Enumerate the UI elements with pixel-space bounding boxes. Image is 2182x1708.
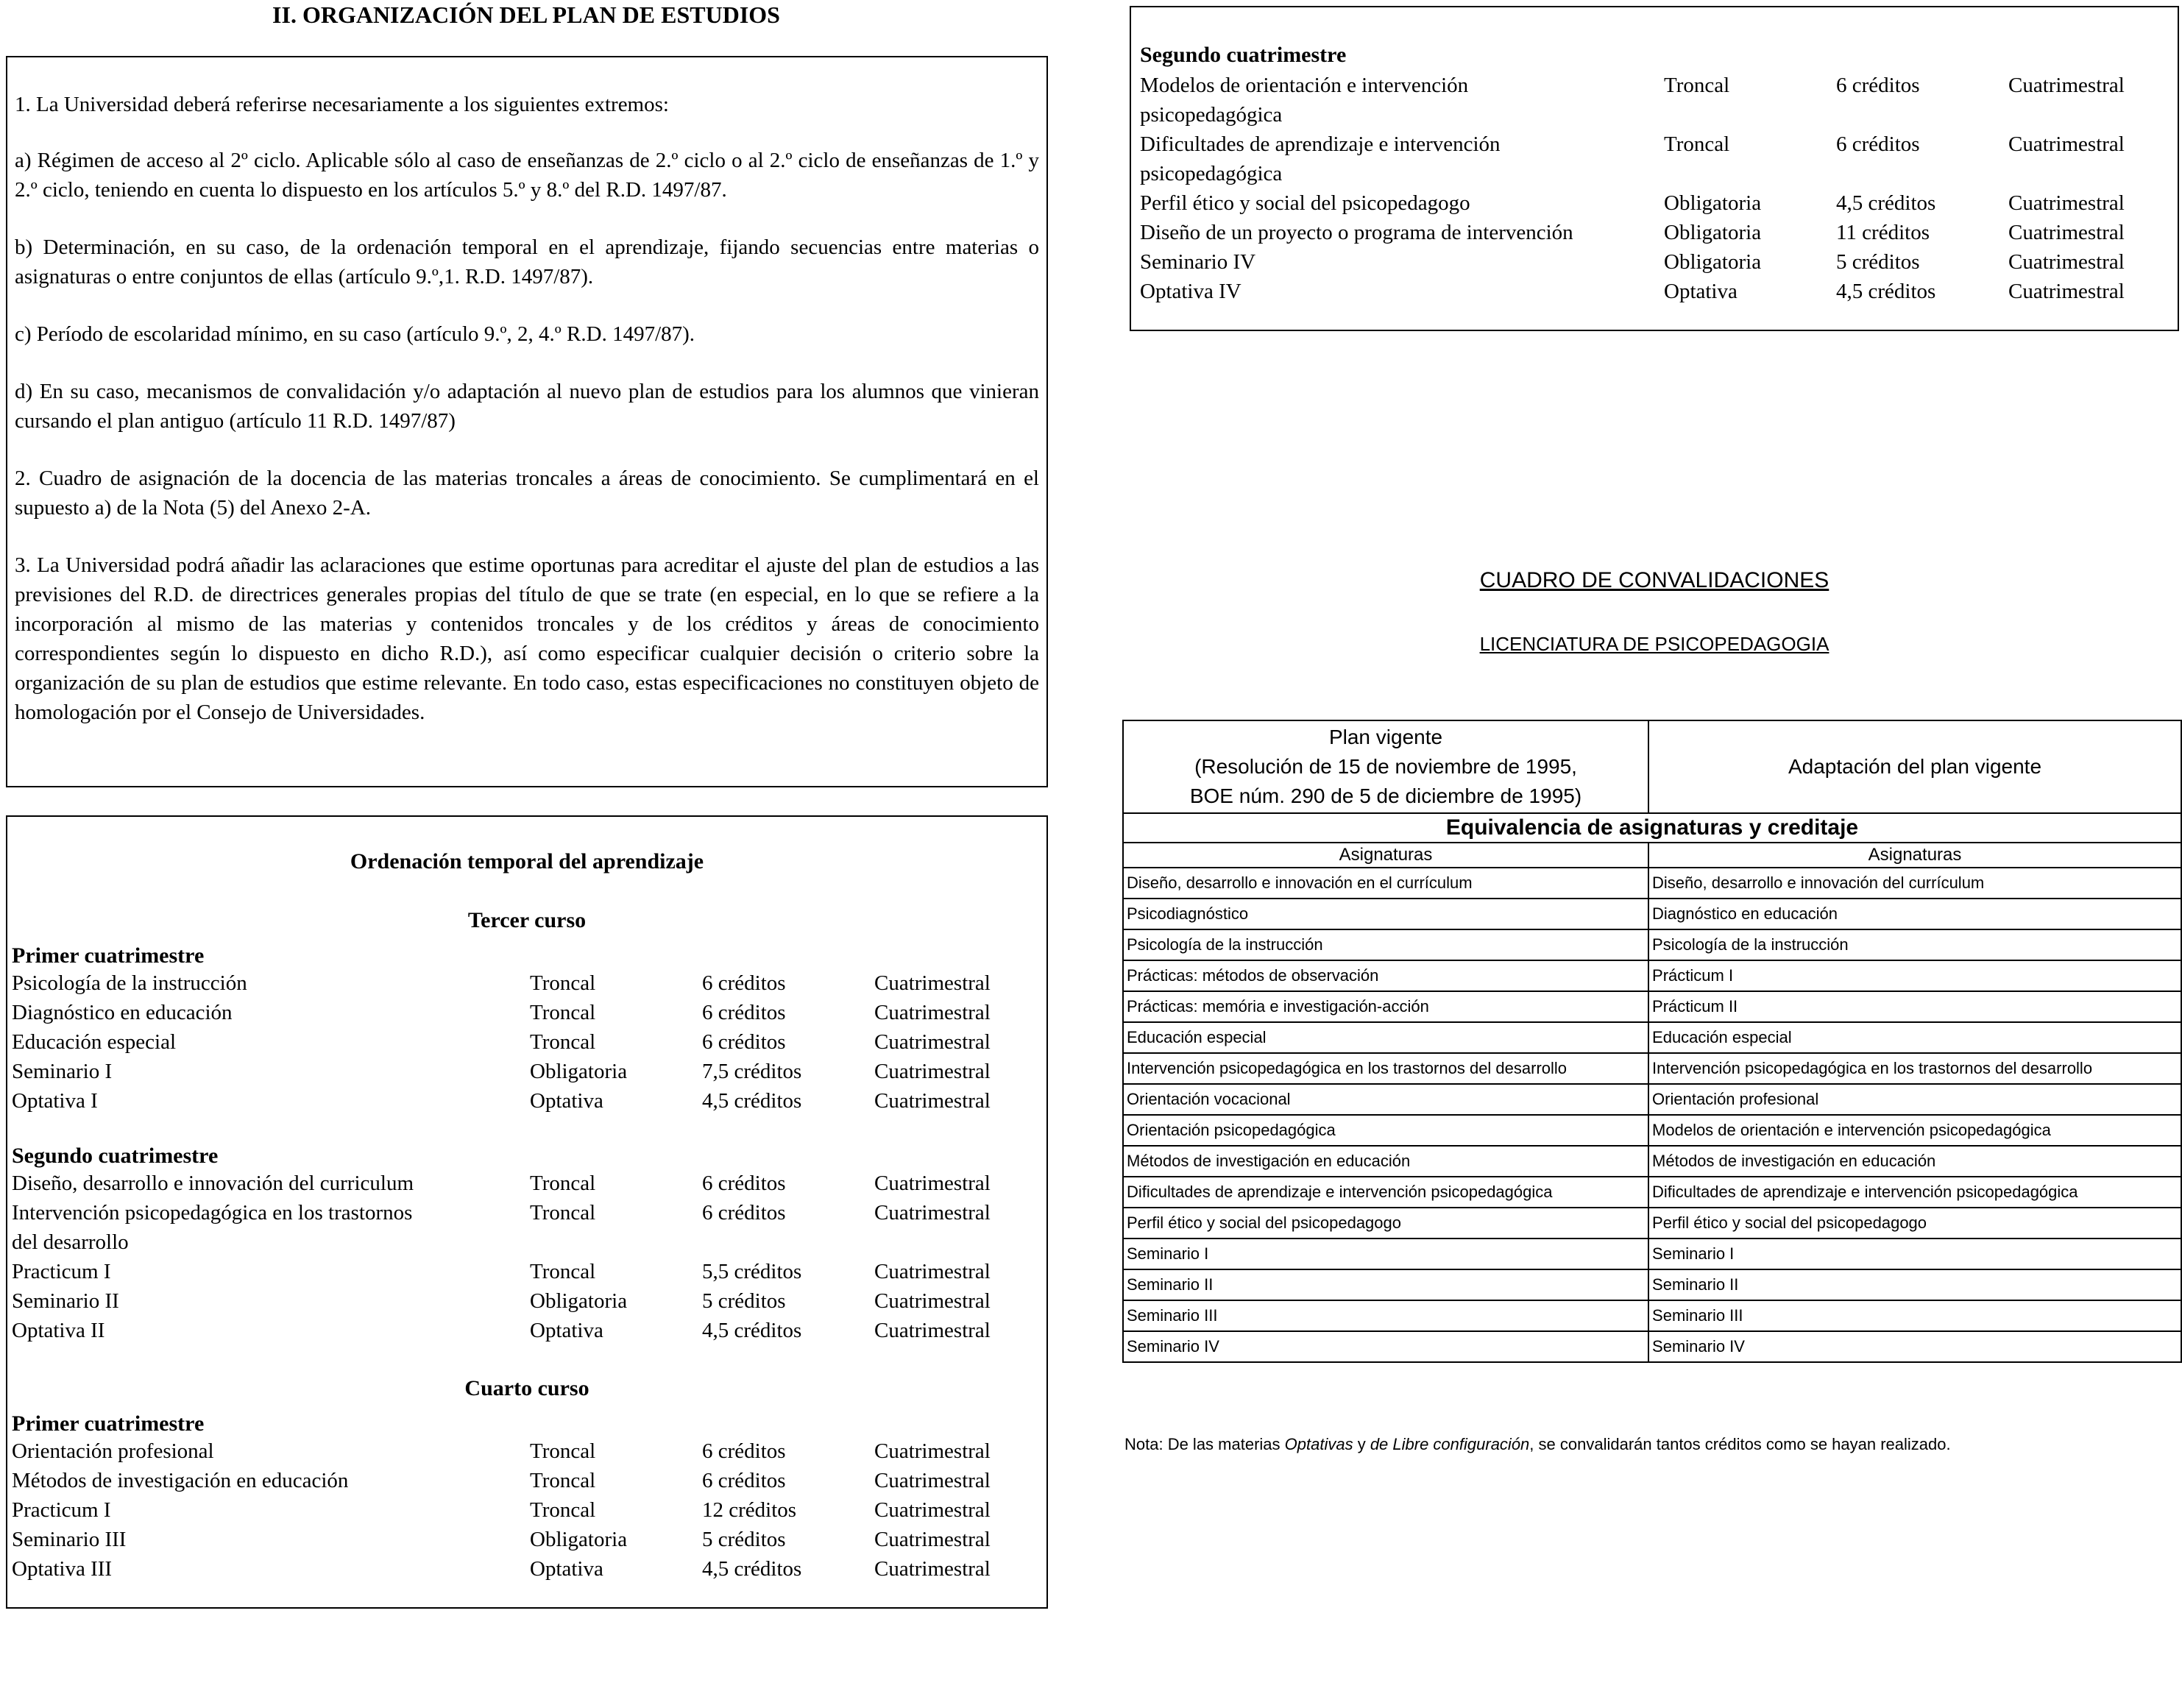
adaptacion-subject: Perfil ético y social del psicopedagogo bbox=[1648, 1208, 2181, 1239]
table-row bbox=[1123, 1084, 2181, 1115]
course-type: Optativa bbox=[1664, 280, 1738, 303]
plan-vigente-subject: Seminario II bbox=[1123, 1269, 1648, 1300]
course-type: Optativa bbox=[530, 1557, 603, 1581]
plan-vigente-subject: Intervención psicopedagógica en los trastornos del desarrollo bbox=[1123, 1053, 1648, 1084]
course-name: Seminario II bbox=[12, 1289, 119, 1313]
adaptacion-subject: Seminario IV bbox=[1648, 1331, 2181, 1362]
course-row bbox=[12, 1057, 1042, 1086]
course-row bbox=[12, 1554, 1042, 1584]
course-row bbox=[12, 1525, 1042, 1554]
course-row bbox=[1140, 218, 2170, 247]
course-duration: Cuatrimestral bbox=[2008, 74, 2125, 97]
course-type: Troncal bbox=[530, 1469, 596, 1492]
course-row bbox=[12, 1027, 1042, 1057]
course-row bbox=[12, 1086, 1042, 1116]
plan-vigente-line-2: (Resolución de 15 de noviembre de 1995, bbox=[1194, 755, 1577, 778]
plan-vigente-subject: Psicodiagnóstico bbox=[1123, 899, 1648, 929]
adaptacion-subject: Diagnóstico en educación bbox=[1648, 899, 2181, 929]
course-credits: 4,5 créditos bbox=[1836, 191, 1936, 215]
course-row bbox=[1140, 159, 2170, 188]
plan-vigente-subject: Orientación psicopedagógica bbox=[1123, 1115, 1648, 1146]
course-duration: Cuatrimestral bbox=[2008, 250, 2125, 274]
course-name: Optativa III bbox=[12, 1557, 113, 1581]
course-name: Diagnóstico en educación bbox=[12, 1001, 233, 1024]
course-duration: Cuatrimestral bbox=[874, 1001, 991, 1024]
course-type: Obligatoria bbox=[530, 1528, 628, 1551]
plan-vigente-subject: Educación especial bbox=[1123, 1022, 1648, 1053]
course-row bbox=[12, 1466, 1042, 1495]
course-duration: Cuatrimestral bbox=[874, 1528, 991, 1551]
course-credits: 5 créditos bbox=[702, 1289, 786, 1313]
cuarto-s2-label: Segundo cuatrimestre bbox=[1140, 43, 1347, 67]
note-libre: de Libre configuración bbox=[1370, 1435, 1530, 1453]
course-credits: 6 créditos bbox=[702, 1439, 786, 1463]
course-row bbox=[1140, 277, 2170, 306]
course-duration: Cuatrimestral bbox=[874, 1469, 991, 1492]
convalidaciones-note bbox=[1124, 1435, 1951, 1454]
plan-vigente-subject: Prácticas: métodos de observación bbox=[1123, 960, 1648, 991]
course-name: Seminario IV bbox=[1140, 250, 1256, 274]
course-credits: 6 créditos bbox=[702, 1201, 786, 1225]
course-type: Troncal bbox=[1664, 132, 1730, 156]
table-row bbox=[1123, 1022, 2181, 1053]
asignaturas-right-header: Asignaturas bbox=[1648, 843, 2181, 868]
plan-vigente-line-3: BOE núm. 290 de 5 de diciembre de 1995) bbox=[1189, 784, 1582, 807]
course-credits: 5 créditos bbox=[1836, 250, 1920, 274]
course-name: Optativa IV bbox=[1140, 280, 1241, 303]
course-credits: 6 créditos bbox=[702, 971, 786, 995]
course-name: Diseño, desarrollo e innovación del curriculum bbox=[12, 1172, 414, 1195]
course-name: Métodos de investigación en educación bbox=[12, 1469, 349, 1492]
table-row bbox=[1123, 1300, 2181, 1331]
course-row bbox=[12, 1169, 1042, 1198]
course-row bbox=[12, 1316, 1042, 1345]
table-row bbox=[1123, 1146, 2181, 1177]
course-row bbox=[1140, 71, 2170, 100]
course-type: Optativa bbox=[530, 1089, 603, 1113]
table-row bbox=[1123, 1269, 2181, 1300]
note-text-3: , se convalidarán tantos créditos como se hayan realizado. bbox=[1529, 1435, 1951, 1453]
course-duration: Cuatrimestral bbox=[874, 1201, 991, 1225]
course-type: Troncal bbox=[1664, 74, 1730, 97]
course-credits: 5,5 créditos bbox=[702, 1260, 802, 1283]
note-paragraph-c: c) Período de escolaridad mínimo, en su caso (artículo 9.º, 2, 4.º R.D. 1497/87). bbox=[15, 322, 695, 346]
plan-vigente-subject: Orientación vocacional bbox=[1123, 1084, 1648, 1115]
course-name: Diseño de un proyecto o programa de intervención bbox=[1140, 221, 1573, 244]
course-duration: Cuatrimestral bbox=[874, 1439, 991, 1463]
course-credits: 6 créditos bbox=[1836, 132, 1920, 156]
cuarto-curso-title: Cuarto curso bbox=[464, 1376, 589, 1400]
adaptacion-subject: Modelos de orientación e intervención psicopedagógica bbox=[1648, 1115, 2181, 1146]
note-text-2: y bbox=[1353, 1435, 1370, 1453]
plan-vigente-subject: Psicología de la instrucción bbox=[1123, 929, 1648, 960]
course-credits: 7,5 créditos bbox=[702, 1060, 802, 1083]
table-row bbox=[1123, 991, 2181, 1022]
plan-vigente-subject: Seminario I bbox=[1123, 1239, 1648, 1269]
note-paragraph-a: a) Régimen de acceso al 2º ciclo. Aplicable sólo al caso de enseñanzas de 2.º ciclo o al 2.º ciclo de enseñanzas de 1.º y 2.º ciclo, teniendo en cuenta lo dispuesto en los artículos 5.º y 8.º del R.D. 1497/87. bbox=[15, 149, 1039, 202]
course-name: Optativa II bbox=[12, 1319, 105, 1342]
instructions-box bbox=[6, 56, 1048, 787]
adaptacion-subject: Psicología de la instrucción bbox=[1648, 929, 2181, 960]
table-row bbox=[1123, 1331, 2181, 1362]
note-text-1: Nota: De las materias bbox=[1124, 1435, 1285, 1453]
course-name: Orientación profesional bbox=[12, 1439, 214, 1463]
course-type: Troncal bbox=[530, 1001, 596, 1024]
course-name: Optativa I bbox=[12, 1089, 98, 1113]
course-type: Troncal bbox=[530, 1201, 596, 1225]
course-name: psicopedagógica bbox=[1140, 103, 1283, 127]
adaptacion-subject: Dificultades de aprendizaje e intervención psicopedagógica bbox=[1648, 1177, 2181, 1208]
course-type: Obligatoria bbox=[530, 1289, 628, 1313]
table-row bbox=[1123, 1177, 2181, 1208]
plan-vigente-subject: Métodos de investigación en educación bbox=[1123, 1146, 1648, 1177]
course-name: Dificultades de aprendizaje e intervención bbox=[1140, 132, 1501, 156]
course-row bbox=[12, 968, 1042, 998]
adaptacion-subject: Prácticum I bbox=[1648, 960, 2181, 991]
adaptacion-header: Adaptación del plan vigente bbox=[1648, 720, 2181, 813]
course-type: Troncal bbox=[530, 1439, 596, 1463]
course-duration: Cuatrimestral bbox=[874, 1498, 991, 1522]
course-row bbox=[12, 1227, 1042, 1257]
course-type: Obligatoria bbox=[1664, 221, 1762, 244]
table-row bbox=[1123, 899, 2181, 929]
adaptacion-subject: Seminario I bbox=[1648, 1239, 2181, 1269]
course-name: Practicum I bbox=[12, 1260, 111, 1283]
tercer-s1-label: Primer cuatrimestre bbox=[12, 943, 205, 968]
course-duration: Cuatrimestral bbox=[874, 971, 991, 995]
note-paragraph-2: 2. Cuadro de asignación de la docencia de las materias troncales a áreas de conocimiento. Se cumplimentará en el supuesto a) de la Nota (5) del Anexo 2-A. bbox=[15, 467, 1039, 520]
course-name: Psicología de la instrucción bbox=[12, 971, 247, 995]
course-credits: 6 créditos bbox=[702, 1030, 786, 1054]
course-row bbox=[1140, 188, 2170, 218]
ordenacion-box bbox=[6, 815, 1048, 1609]
page-title: II. ORGANIZACIÓN DEL PLAN DE ESTUDIOS bbox=[272, 1, 780, 28]
asignaturas-left-header: Asignaturas bbox=[1123, 843, 1648, 868]
course-duration: Cuatrimestral bbox=[2008, 132, 2125, 156]
course-name: Educación especial bbox=[12, 1030, 177, 1054]
course-name: Modelos de orientación e intervención bbox=[1140, 74, 1469, 97]
course-name: psicopedagógica bbox=[1140, 162, 1283, 185]
adaptacion-subject: Diseño, desarrollo e innovación del currículum bbox=[1648, 868, 2181, 899]
course-credits: 11 créditos bbox=[1836, 221, 1930, 244]
adaptacion-subject: Seminario II bbox=[1648, 1269, 2181, 1300]
course-row bbox=[12, 1436, 1042, 1466]
plan-vigente-subject: Seminario IV bbox=[1123, 1331, 1648, 1362]
adaptacion-subject: Métodos de investigación en educación bbox=[1648, 1146, 2181, 1177]
course-row bbox=[12, 1495, 1042, 1525]
cuarto-s2-box bbox=[1130, 6, 2179, 331]
course-type: Troncal bbox=[530, 1172, 596, 1195]
course-credits: 6 créditos bbox=[1836, 74, 1920, 97]
course-duration: Cuatrimestral bbox=[2008, 191, 2125, 215]
course-duration: Cuatrimestral bbox=[874, 1172, 991, 1195]
course-credits: 4,5 créditos bbox=[702, 1089, 802, 1113]
course-duration: Cuatrimestral bbox=[874, 1289, 991, 1313]
plan-vigente-line-1: Plan vigente bbox=[1328, 726, 1443, 748]
course-name: Intervención psicopedagógica en los trastornos bbox=[12, 1201, 413, 1225]
adaptacion-subject: Intervención psicopedagógica en los trastornos del desarrollo bbox=[1648, 1053, 2181, 1084]
course-name: Seminario III bbox=[12, 1528, 127, 1551]
course-row bbox=[12, 998, 1042, 1027]
course-name: Seminario I bbox=[12, 1060, 113, 1083]
plan-vigente-subject: Perfil ético y social del psicopedagogo bbox=[1123, 1208, 1648, 1239]
table-row bbox=[1123, 960, 2181, 991]
course-type: Troncal bbox=[530, 971, 596, 995]
course-type: Troncal bbox=[530, 1260, 596, 1283]
tercer-s2-label: Segundo cuatrimestre bbox=[12, 1144, 219, 1168]
adaptacion-subject: Educación especial bbox=[1648, 1022, 2181, 1053]
course-duration: Cuatrimestral bbox=[2008, 221, 2125, 244]
convalidaciones-title: CUADRO DE CONVALIDACIONES bbox=[1479, 568, 1829, 592]
course-duration: Cuatrimestral bbox=[874, 1557, 991, 1581]
course-credits: 4,5 créditos bbox=[1836, 280, 1936, 303]
course-credits: 12 créditos bbox=[702, 1498, 797, 1522]
course-type: Obligatoria bbox=[530, 1060, 628, 1083]
course-type: Obligatoria bbox=[1664, 191, 1762, 215]
table-row bbox=[1123, 929, 2181, 960]
note-paragraph-3: 3. La Universidad podrá añadir las aclaraciones que estime oportunas para acreditar el ajuste del plan de estudios a las previsiones del R.D. de directrices generales propias del título de que se trate (en especial, en lo que se refiere a la incorporación al mismo de las materias y contenidos troncales y de los créditos y áreas de conocimiento correspondientes según lo dispuesto en dicho R.D.), así como especificar cualquier decisión o criterio sobre la organización de su plan de estudios que estime relevante. En todo caso, estas especificaciones no constituyen objeto de homologación por el Consejo de Universidades. bbox=[15, 553, 1039, 724]
course-name: Perfil ético y social del psicopedagogo bbox=[1140, 191, 1470, 215]
table-row bbox=[1123, 868, 2181, 899]
plan-vigente-subject: Prácticas: memória e investigación-acción bbox=[1123, 991, 1648, 1022]
plan-vigente-subject: Dificultades de aprendizaje e intervención psicopedagógica bbox=[1123, 1177, 1648, 1208]
cuarto-s1-label: Primer cuatrimestre bbox=[12, 1411, 205, 1436]
course-type: Obligatoria bbox=[1664, 250, 1762, 274]
course-duration: Cuatrimestral bbox=[874, 1030, 991, 1054]
course-credits: 6 créditos bbox=[702, 1172, 786, 1195]
course-credits: 6 créditos bbox=[702, 1469, 786, 1492]
course-credits: 4,5 créditos bbox=[702, 1557, 802, 1581]
table-row bbox=[1123, 1115, 2181, 1146]
note-paragraph-d: d) En su caso, mecanismos de convalidación y/o adaptación al nuevo plan de estudios para los alumnos que vinieran cursando el plan antiguo (artículo 11 R.D. 1497/87) bbox=[15, 380, 1039, 433]
adaptacion-subject: Prácticum II bbox=[1648, 991, 2181, 1022]
course-duration: Cuatrimestral bbox=[874, 1089, 991, 1113]
course-duration: Cuatrimestral bbox=[874, 1319, 991, 1342]
ordenacion-title: Ordenación temporal del aprendizaje bbox=[350, 849, 704, 874]
equivalencia-header: Equivalencia de asignaturas y creditaje bbox=[1123, 813, 2181, 843]
course-credits: 6 créditos bbox=[702, 1001, 786, 1024]
note-paragraph-1: 1. La Universidad deberá referirse necesariamente a los siguientes extremos: bbox=[15, 93, 669, 116]
course-duration: Cuatrimestral bbox=[2008, 280, 2125, 303]
course-row bbox=[12, 1198, 1042, 1227]
convalidaciones-table bbox=[1122, 720, 2182, 1363]
plan-vigente-header bbox=[1123, 720, 1648, 813]
course-credits: 5 créditos bbox=[702, 1528, 786, 1551]
course-type: Troncal bbox=[530, 1498, 596, 1522]
convalidaciones-subtitle: LICENCIATURA DE PSICOPEDAGOGIA bbox=[1479, 633, 1829, 655]
course-duration: Cuatrimestral bbox=[874, 1060, 991, 1083]
course-credits: 4,5 créditos bbox=[702, 1319, 802, 1342]
adaptacion-subject: Seminario III bbox=[1648, 1300, 2181, 1331]
course-name: del desarrollo bbox=[12, 1230, 129, 1254]
table-row bbox=[1123, 1053, 2181, 1084]
plan-vigente-subject: Diseño, desarrollo e innovación en el currículum bbox=[1123, 868, 1648, 899]
course-type: Troncal bbox=[530, 1030, 596, 1054]
course-duration: Cuatrimestral bbox=[874, 1260, 991, 1283]
course-row bbox=[12, 1286, 1042, 1316]
course-row bbox=[1140, 100, 2170, 130]
table-row bbox=[1123, 1208, 2181, 1239]
course-type: Optativa bbox=[530, 1319, 603, 1342]
note-paragraph-b: b) Determinación, en su caso, de la ordenación temporal en el aprendizaje, fijando secuencias entre materias o asignaturas o entre conjuntos de ellas (artículo 9.º,1. R.D. 1497/87). bbox=[15, 235, 1039, 288]
course-row bbox=[12, 1257, 1042, 1286]
adaptacion-subject: Orientación profesional bbox=[1648, 1084, 2181, 1115]
course-row bbox=[1140, 247, 2170, 277]
tercer-curso-title: Tercer curso bbox=[467, 908, 587, 932]
plan-vigente-subject: Seminario III bbox=[1123, 1300, 1648, 1331]
course-row bbox=[1140, 130, 2170, 159]
course-name: Practicum I bbox=[12, 1498, 111, 1522]
table-row bbox=[1123, 1239, 2181, 1269]
note-optativas: Optativas bbox=[1284, 1435, 1353, 1453]
